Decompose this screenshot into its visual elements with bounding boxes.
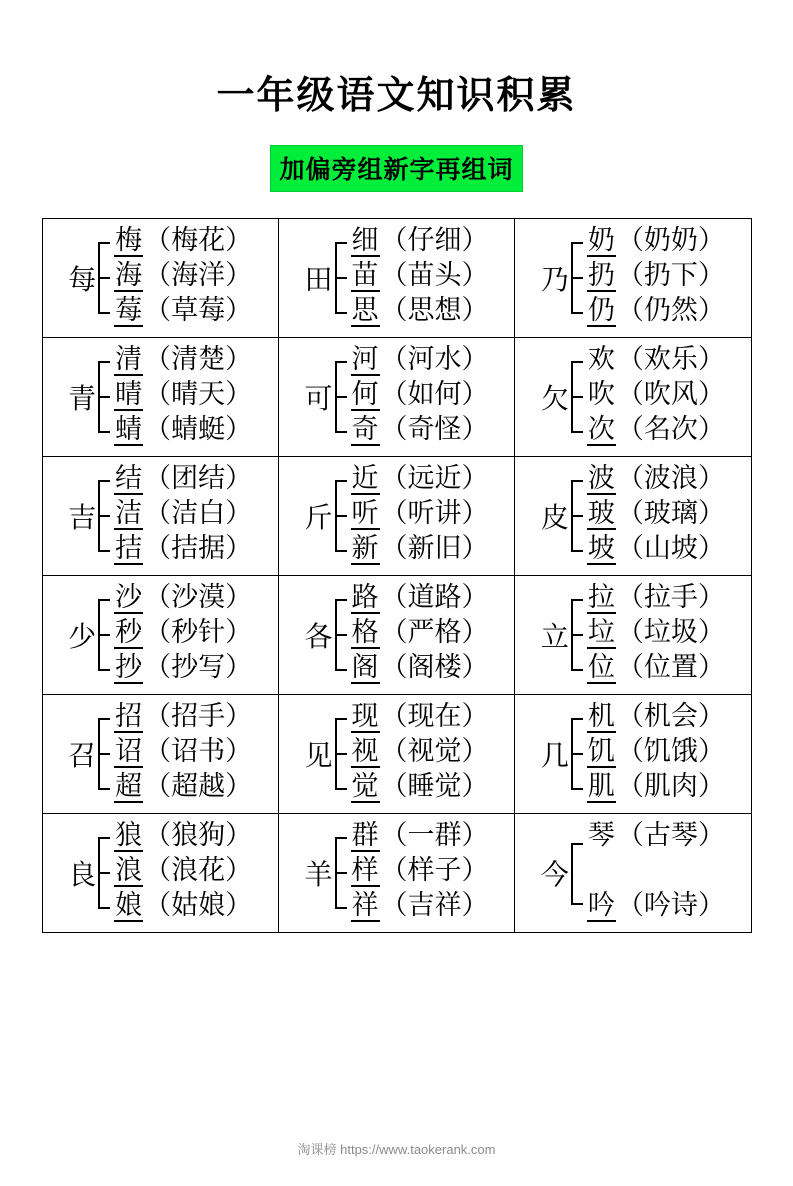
list-item	[587, 464, 725, 499]
new-character: 洁	[115, 497, 143, 528]
new-character: 玻	[587, 497, 615, 528]
character-group	[515, 338, 750, 456]
derived-word-list	[587, 583, 725, 688]
grid-cell	[278, 576, 514, 695]
new-character: 抄	[115, 651, 143, 682]
list-item	[114, 464, 252, 499]
word-example: （严格）	[380, 616, 489, 647]
character-group	[43, 219, 278, 337]
list-item	[114, 702, 252, 737]
new-character: 蜻	[115, 413, 143, 444]
derived-word-list	[587, 345, 725, 450]
word-example: （超越）	[144, 770, 253, 801]
brace-bracket	[335, 472, 349, 560]
character-group	[515, 576, 750, 694]
new-character: 祥	[351, 889, 379, 920]
word-example: （道路）	[380, 581, 489, 612]
word-example: （诏书）	[144, 735, 253, 766]
list-item	[351, 702, 489, 737]
base-character: 几	[540, 741, 569, 772]
base-character: 欠	[540, 384, 569, 415]
new-character: 现	[351, 700, 379, 731]
new-character: 娘	[115, 889, 143, 920]
new-character: 诏	[115, 735, 143, 766]
table-row	[42, 338, 751, 457]
list-item	[114, 226, 252, 261]
word-example: （吟诗）	[616, 889, 725, 920]
list-item	[351, 380, 489, 415]
new-character: 阁	[351, 651, 379, 682]
list-item	[587, 261, 725, 296]
list-item	[351, 415, 489, 450]
grid-cell	[278, 457, 514, 576]
word-example: （扔下）	[616, 259, 725, 290]
new-character: 细	[351, 224, 379, 255]
list-item	[114, 534, 252, 569]
grid-cell	[42, 695, 278, 814]
brace-bracket	[571, 829, 585, 917]
list-item	[351, 583, 489, 618]
character-group	[43, 576, 278, 694]
word-example: （海洋）	[144, 259, 253, 290]
character-group	[515, 814, 750, 932]
new-character: 浪	[115, 854, 143, 885]
grid-cell	[42, 219, 278, 338]
character-grid	[42, 218, 752, 933]
character-group	[515, 695, 750, 813]
list-item	[351, 345, 489, 380]
list-item	[114, 499, 252, 534]
new-character: 坡	[587, 532, 615, 563]
word-example: （一群）	[380, 819, 489, 850]
word-example: （垃圾）	[616, 616, 725, 647]
derived-word-list	[351, 821, 489, 926]
grid-cell	[515, 457, 751, 576]
word-example: （仍然）	[616, 294, 725, 325]
grid-cell	[515, 814, 751, 933]
list-item	[351, 499, 489, 534]
page-title: 一年级语文知识积累	[216, 75, 577, 117]
base-character: 乃	[540, 265, 569, 296]
new-character: 招	[115, 700, 143, 731]
worksheet-page	[0, 64, 793, 1186]
grid-cell	[515, 219, 751, 338]
new-character: 机	[587, 700, 615, 731]
word-example: （吉祥）	[380, 889, 489, 920]
new-character: 拉	[587, 581, 615, 612]
list-item	[587, 702, 725, 737]
brace-bracket	[98, 234, 112, 322]
word-example: （如何）	[380, 378, 489, 409]
list-item	[114, 653, 252, 688]
brace-bracket	[98, 353, 112, 441]
list-item	[587, 226, 725, 261]
character-group	[43, 814, 278, 932]
word-example: （新旧）	[380, 532, 489, 563]
brace-bracket	[335, 710, 349, 798]
word-example: （波浪）	[616, 462, 725, 493]
word-example: （吹风）	[616, 378, 725, 409]
word-example: （现在）	[380, 700, 489, 731]
brace-bracket	[571, 472, 585, 560]
base-character: 田	[304, 265, 333, 296]
character-group	[279, 338, 514, 456]
character-group	[43, 338, 278, 456]
new-character: 清	[115, 343, 143, 374]
grid-cell	[42, 338, 278, 457]
base-character: 羊	[304, 860, 333, 891]
character-group	[515, 457, 750, 575]
word-example: （仔细）	[380, 224, 489, 255]
word-example: （睡觉）	[380, 770, 489, 801]
base-character: 皮	[540, 503, 569, 534]
new-character: 觉	[351, 770, 379, 801]
derived-word-list	[587, 821, 725, 926]
word-example: （机会）	[616, 700, 725, 731]
list-item	[587, 772, 725, 807]
list-item	[587, 380, 725, 415]
derived-word-list	[587, 702, 725, 807]
word-example: （位置）	[616, 651, 725, 682]
word-example: （肌肉）	[616, 770, 725, 801]
list-item	[114, 856, 252, 891]
derived-word-list	[114, 345, 252, 450]
base-character: 召	[68, 741, 97, 772]
word-example: （听讲）	[380, 497, 489, 528]
brace-bracket	[571, 234, 585, 322]
word-example: （晴天）	[144, 378, 253, 409]
subtitle-highlight: 加偏旁组新字再组词	[270, 145, 522, 192]
derived-word-list	[351, 702, 489, 807]
new-character: 晴	[115, 378, 143, 409]
new-character: 河	[351, 343, 379, 374]
list-item	[114, 583, 252, 618]
word-example: （招手）	[144, 700, 253, 731]
list-item	[351, 653, 489, 688]
new-character: 肌	[587, 770, 615, 801]
word-example: （狼狗）	[144, 819, 253, 850]
new-character: 吟	[587, 889, 615, 920]
new-character: 群	[351, 819, 379, 850]
new-character: 梅	[115, 224, 143, 255]
list-item	[351, 464, 489, 499]
new-character: 近	[351, 462, 379, 493]
new-character: 格	[351, 616, 379, 647]
list-item	[351, 891, 489, 926]
footer-watermark: 淘课榜 https://www.taokerank.com	[297, 1142, 496, 1157]
brace-bracket	[98, 472, 112, 560]
grid-cell	[515, 576, 751, 695]
character-group	[279, 219, 514, 337]
new-character: 海	[115, 259, 143, 290]
brace-bracket	[98, 829, 112, 917]
character-group	[43, 695, 278, 813]
character-group	[515, 219, 750, 337]
brace-bracket	[335, 234, 349, 322]
list-item	[351, 261, 489, 296]
new-character: 吹	[587, 378, 615, 409]
list-item	[587, 618, 725, 653]
table-row	[42, 814, 751, 933]
word-example: （姑娘）	[144, 889, 253, 920]
word-example: （浪花）	[144, 854, 253, 885]
list-item	[587, 821, 725, 856]
list-item	[587, 499, 725, 534]
list-item	[351, 737, 489, 772]
word-example: （阁楼）	[380, 651, 489, 682]
base-character: 良	[68, 860, 97, 891]
list-item	[587, 415, 725, 450]
grid-cell	[42, 457, 278, 576]
word-example: （奇怪）	[380, 413, 489, 444]
new-character: 视	[351, 735, 379, 766]
derived-word-list	[351, 583, 489, 688]
list-item	[587, 583, 725, 618]
derived-word-list	[351, 464, 489, 569]
list-item	[587, 296, 725, 331]
derived-word-list	[351, 226, 489, 331]
derived-word-list	[587, 226, 725, 331]
character-group	[43, 457, 278, 575]
new-character: 思	[351, 294, 379, 325]
word-example: （团结）	[144, 462, 253, 493]
base-character: 见	[304, 741, 333, 772]
table-row	[42, 457, 751, 576]
list-item	[351, 296, 489, 331]
word-example: （视觉）	[380, 735, 489, 766]
list-item	[114, 415, 252, 450]
list-item	[114, 380, 252, 415]
new-character: 何	[351, 378, 379, 409]
brace-bracket	[98, 710, 112, 798]
new-character: 样	[351, 854, 379, 885]
word-example: （河水）	[380, 343, 489, 374]
grid-cell	[42, 576, 278, 695]
word-example: （拮据）	[144, 532, 253, 563]
word-example: （饥饿）	[616, 735, 725, 766]
word-example: （欢乐）	[616, 343, 725, 374]
new-character: 次	[587, 413, 615, 444]
word-example: （清楚）	[144, 343, 253, 374]
new-character: 莓	[115, 294, 143, 325]
base-character: 每	[68, 265, 97, 296]
table-row	[42, 576, 751, 695]
word-example: （山坡）	[616, 532, 725, 563]
new-character: 欢	[587, 343, 615, 374]
word-example: （样子）	[380, 854, 489, 885]
list-item	[114, 821, 252, 856]
character-group	[279, 695, 514, 813]
word-example: （抄写）	[144, 651, 253, 682]
brace-bracket	[98, 591, 112, 679]
base-character: 各	[304, 622, 333, 653]
new-character: 新	[351, 532, 379, 563]
word-example: （名次）	[616, 413, 725, 444]
new-character: 波	[587, 462, 615, 493]
base-character: 吉	[68, 503, 97, 534]
grid-cell	[278, 695, 514, 814]
list-item	[587, 856, 725, 891]
list-item	[587, 534, 725, 569]
word-example: （洁白）	[144, 497, 253, 528]
derived-word-list	[587, 464, 725, 569]
new-character: 秒	[115, 616, 143, 647]
word-example: （拉手）	[616, 581, 725, 612]
list-item	[114, 345, 252, 380]
table-row	[42, 695, 751, 814]
list-item	[587, 891, 725, 926]
grid-cell	[278, 338, 514, 457]
list-item	[587, 737, 725, 772]
character-group	[279, 457, 514, 575]
derived-word-list	[351, 345, 489, 450]
grid-cell	[278, 219, 514, 338]
list-item	[351, 821, 489, 856]
list-item	[114, 772, 252, 807]
new-character: 位	[587, 651, 615, 682]
character-group	[279, 814, 514, 932]
grid-cell	[278, 814, 514, 933]
new-character: 结	[115, 462, 143, 493]
word-example: （玻璃）	[616, 497, 725, 528]
base-character: 可	[304, 384, 333, 415]
new-character: 狼	[115, 819, 143, 850]
list-item	[587, 653, 725, 688]
grid-cell	[515, 695, 751, 814]
brace-bracket	[571, 710, 585, 798]
brace-bracket	[335, 591, 349, 679]
new-character: 听	[351, 497, 379, 528]
list-item	[351, 856, 489, 891]
derived-word-list	[114, 583, 252, 688]
word-example: （沙漠）	[144, 581, 253, 612]
new-character: 拮	[115, 532, 143, 563]
new-character: 苗	[351, 259, 379, 290]
list-item	[351, 618, 489, 653]
new-character: 琴	[587, 819, 615, 850]
list-item	[351, 226, 489, 261]
base-character: 立	[540, 622, 569, 653]
derived-word-list	[114, 464, 252, 569]
list-item	[114, 296, 252, 331]
brace-bracket	[571, 591, 585, 679]
subtitle-container	[0, 145, 793, 192]
word-example: （奶奶）	[616, 224, 725, 255]
list-item	[351, 772, 489, 807]
derived-word-list	[114, 821, 252, 926]
word-example: （草莓）	[144, 294, 253, 325]
new-character: 奇	[351, 413, 379, 444]
new-character: 路	[351, 581, 379, 612]
character-group	[279, 576, 514, 694]
list-item	[114, 261, 252, 296]
brace-bracket	[335, 829, 349, 917]
list-item	[351, 534, 489, 569]
brace-bracket	[335, 353, 349, 441]
list-item	[114, 618, 252, 653]
grid-cell	[515, 338, 751, 457]
derived-word-list	[114, 702, 252, 807]
list-item	[587, 345, 725, 380]
list-item	[114, 737, 252, 772]
base-character: 少	[68, 622, 97, 653]
new-character: 仍	[587, 294, 615, 325]
new-character: 垃	[587, 616, 615, 647]
new-character: 超	[115, 770, 143, 801]
new-character: 沙	[115, 581, 143, 612]
base-character: 青	[68, 384, 97, 415]
base-character: 今	[540, 860, 569, 891]
derived-word-list	[114, 226, 252, 331]
new-character: 奶	[587, 224, 615, 255]
list-item	[114, 891, 252, 926]
word-example: （蜻蜓）	[144, 413, 253, 444]
word-example: （思想）	[380, 294, 489, 325]
grid-cell	[42, 814, 278, 933]
new-character: 扔	[587, 259, 615, 290]
word-example: （苗头）	[380, 259, 489, 290]
base-character: 斤	[304, 503, 333, 534]
word-example: （梅花）	[144, 224, 253, 255]
new-character: 饥	[587, 735, 615, 766]
word-example: （远近）	[380, 462, 489, 493]
table-row	[42, 219, 751, 338]
word-example: （古琴）	[616, 819, 725, 850]
brace-bracket	[571, 353, 585, 441]
word-example: （秒针）	[144, 616, 253, 647]
